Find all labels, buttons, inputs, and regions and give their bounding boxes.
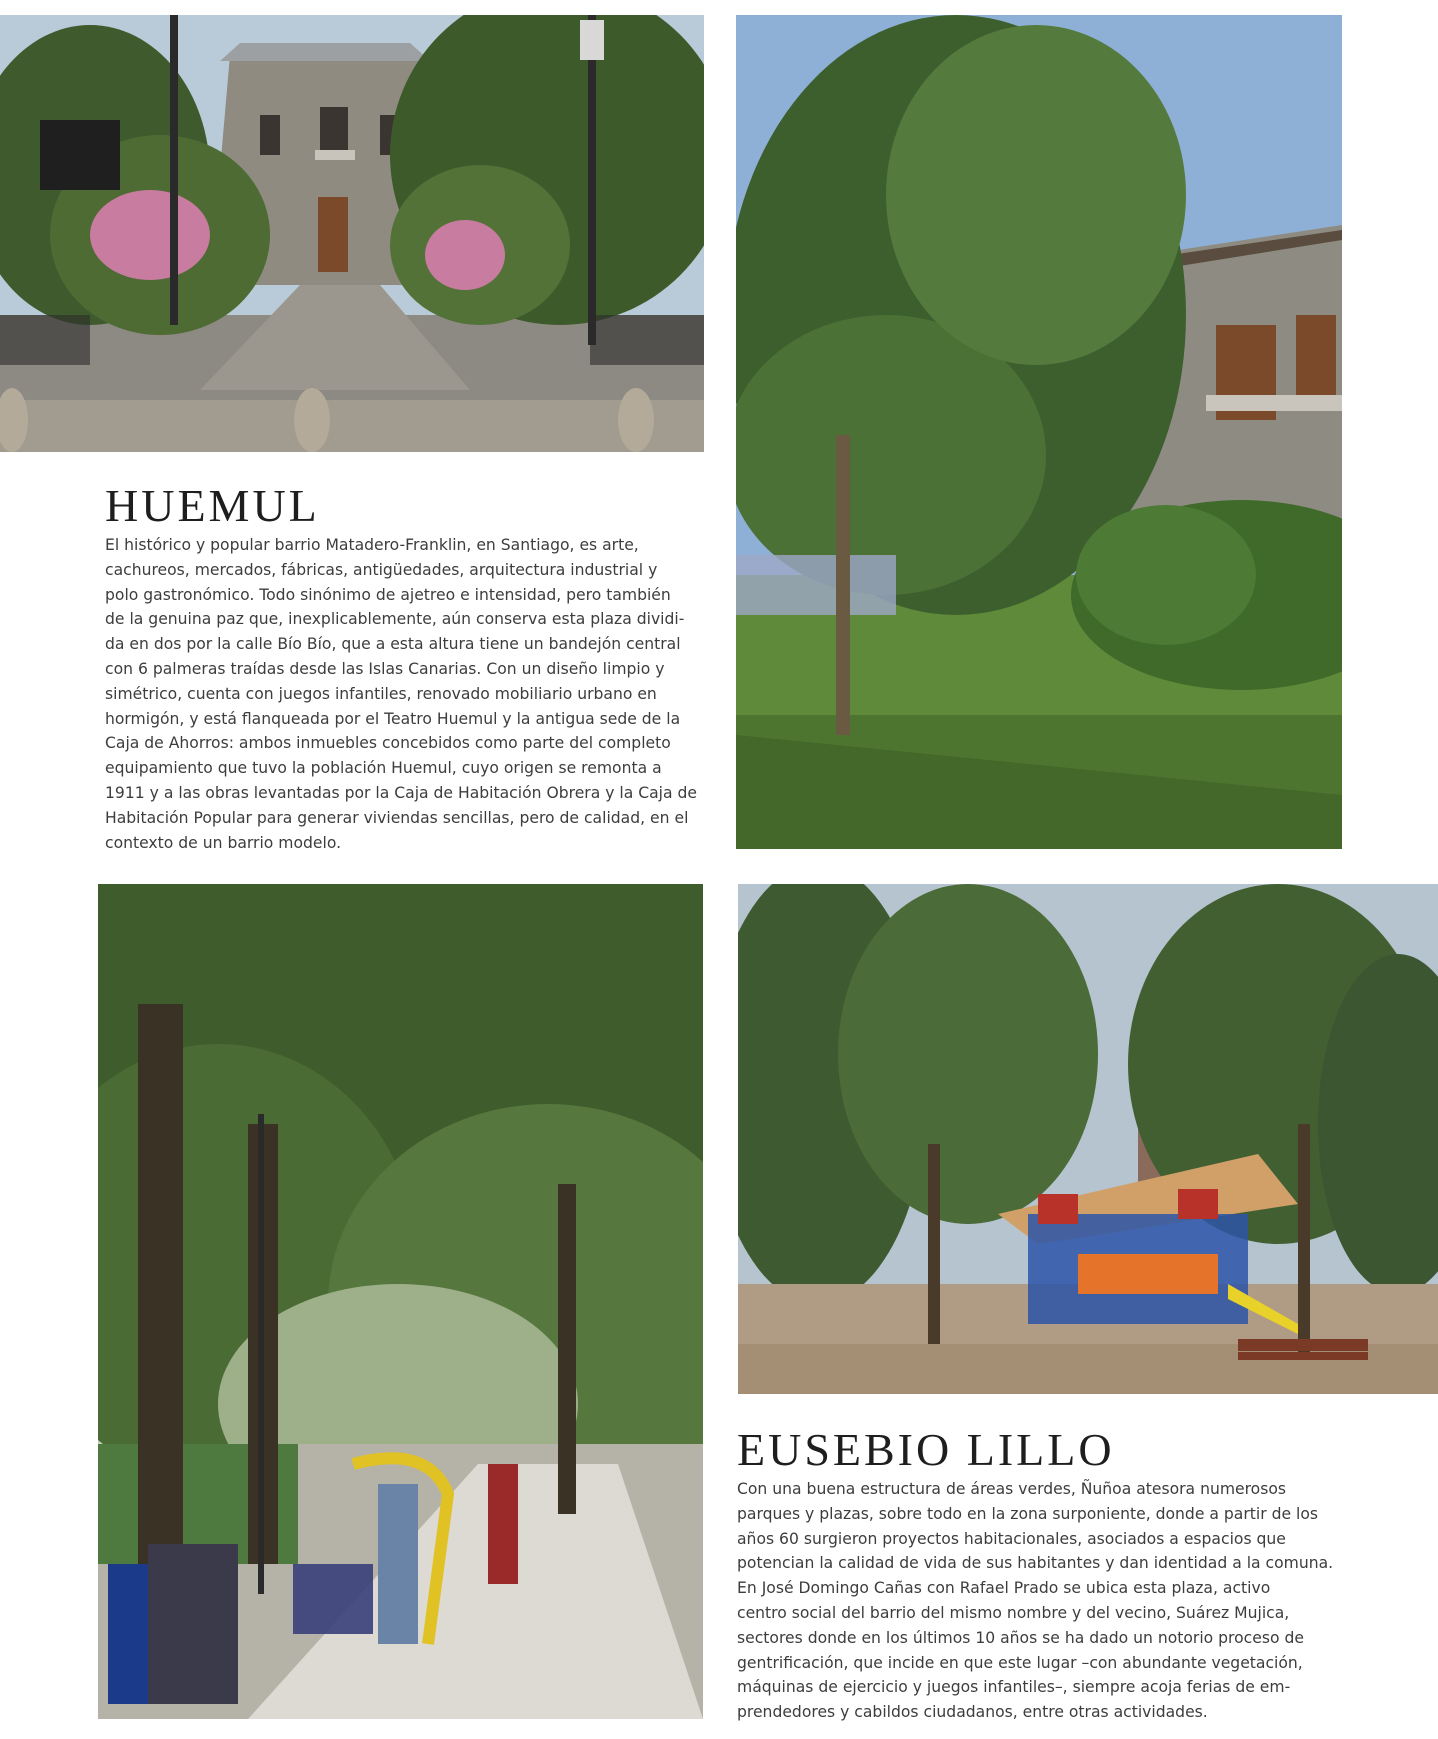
photo-huemul-building	[0, 15, 704, 452]
section-body-huemul: El histórico y popular barrio Matadero-Franklin, en Santiago, es arte, cachureos, mercados, fábricas, antigüedades, arquitectura industrial y polo gastronómico. Todo sinónimo de ajetreo e intensidad, pero también de la genuina paz que, inexplicablemente, aún conserva esta plaza dividi- da en dos por la calle Bío Bío, que a esta altura tiene un bandejón central con 6 palmeras traídas desde las Islas Canarias. Con un diseño limpio y simétrico, cuenta con juegos infantiles, renovado mobiliario urbano en hormigón, y está flanqueada por el Teatro Huemul y la antigua sede de la Caja de Ahorros: ambos inmuebles concebidos como parte del completo equipamiento que tuvo la población Huemul, cuyo origen se remonta a 1911 y a las obras levantadas por la Caja de Habitación Obrera y la Caja de Habitación Popular para generar viviendas sencillas, pero de calidad, en el contexto de un barrio modelo.	[105, 536, 698, 852]
photo-huemul-path	[98, 884, 703, 1719]
section-body-eusebio-lillo: Con una buena estructura de áreas verdes, Ñuñoa atesora numerosos parques y plazas, sobre todo en la zona surponiente, donde a partir de los años 60 surgieron proyectos habitacionales, asociados a espacios que potencian la calidad de vida de sus habitantes y dan identidad a la comuna. En José Domingo Cañas con Rafael Prado se ubica esta plaza, activo centro social del barrio del mismo nombre y del vecino, Suárez Mujica, sectores donde en los últimos 10 años se ha dado un notorio proceso de gentrificación, que incide en que este lugar –con abundante vegetación, máquinas de ejercicio y juegos infantiles–, siempre acoja ferias de em- prendedores y cabildos ciudadanos, entre otras actividades.	[737, 1480, 1334, 1722]
photo-eusebio-lillo-playground	[738, 884, 1438, 1394]
photo-huemul-garden	[736, 15, 1342, 849]
section-title-huemul: HUEMUL	[105, 480, 320, 531]
section-title-eusebio-lillo: EUSEBIO LILLO	[737, 1424, 1115, 1475]
